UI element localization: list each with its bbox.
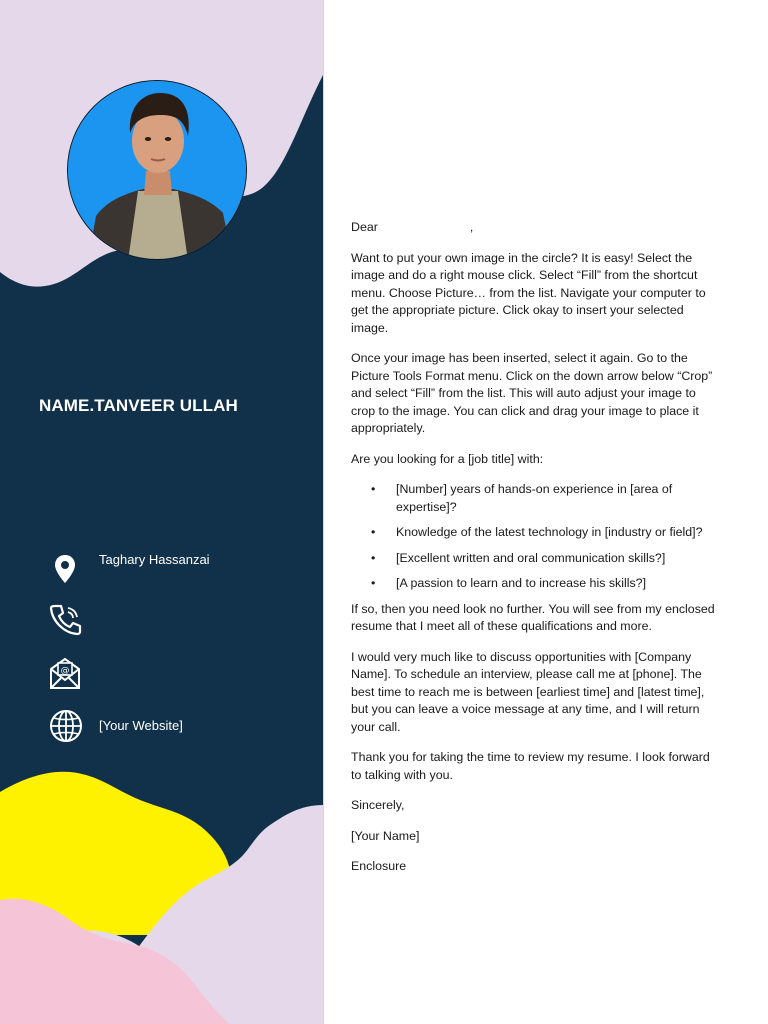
bullet: • — [371, 550, 376, 565]
paragraph-5: I would very much like to discuss opportunities with [Company Name]. To schedule an interview, please call me at [phone]. The best time to reach me is between [earliest time] and [latest time], but you can leave a voice message at any time, and I will return your call. — [351, 649, 705, 734]
paragraph-3: Are you looking for a [job title] with: — [351, 451, 544, 466]
location-pin-icon — [47, 551, 83, 587]
enclosure: Enclosure — [351, 859, 407, 873]
person-photo-icon — [68, 81, 247, 260]
salutation — [351, 219, 723, 237]
paragraph-2: Once your image has been inserted, select it again. Go to the Picture Tools Format menu. Click on the down arrow below “Crop” and select “Fill” from the list. This will auto adjust your image to crop to the image. You can click and drag your image to place it appropriately. — [351, 351, 713, 435]
globe-icon — [48, 708, 84, 744]
salutation-word: Dear — [351, 220, 378, 234]
page-divider — [323, 0, 324, 1024]
applicant-name: NAME.TANVEER ULLAH — [39, 396, 238, 415]
bullet: • — [371, 525, 376, 539]
contact-website: [Your Website] — [99, 718, 183, 733]
list-item — [351, 481, 723, 516]
svg-text:@: @ — [60, 666, 70, 676]
bullet-text: [Excellent written and oral communication skills?] — [396, 550, 666, 565]
bullet-text: [A passion to learn and to increase his skills?] — [396, 576, 647, 590]
email-icon — [47, 655, 83, 691]
paragraph-4: If so, then you need look no further. You will see from my enclosed resume that I meet all of these qualifications and more. — [351, 601, 715, 633]
bullet: • — [371, 576, 376, 590]
bullet-text: [Number] years of hands-on experience in [area of expertise]? — [396, 482, 673, 514]
salutation-comma: , — [469, 220, 474, 234]
letter-body — [351, 219, 723, 889]
qualifications-list — [351, 481, 723, 593]
bullet-text: Knowledge of the latest technology in [industry or field]? — [396, 525, 703, 539]
list-item — [351, 550, 723, 568]
closing: Sincerely, — [351, 798, 405, 812]
bullet: • — [371, 482, 376, 496]
profile-photo[interactable] — [67, 80, 247, 260]
phone-icon — [47, 602, 83, 638]
list-item — [351, 575, 723, 593]
sidebar — [0, 0, 323, 1024]
paragraph-6: Thank you for taking the time to review my resume. I look forward to talking with you. — [351, 750, 710, 782]
paragraph-1: Want to put your own image in the circle? It is easy! Select the image and do a right mouse click. Select “Fill” from the shortcut menu. Choose Picture… from the list. Navigate your computer to get the appropriate picture. Click okay to insert your selected image. — [351, 250, 706, 335]
list-item — [351, 524, 723, 542]
signature: [Your Name] — [351, 828, 420, 843]
contact-address: Taghary Hassanzai — [99, 552, 210, 567]
